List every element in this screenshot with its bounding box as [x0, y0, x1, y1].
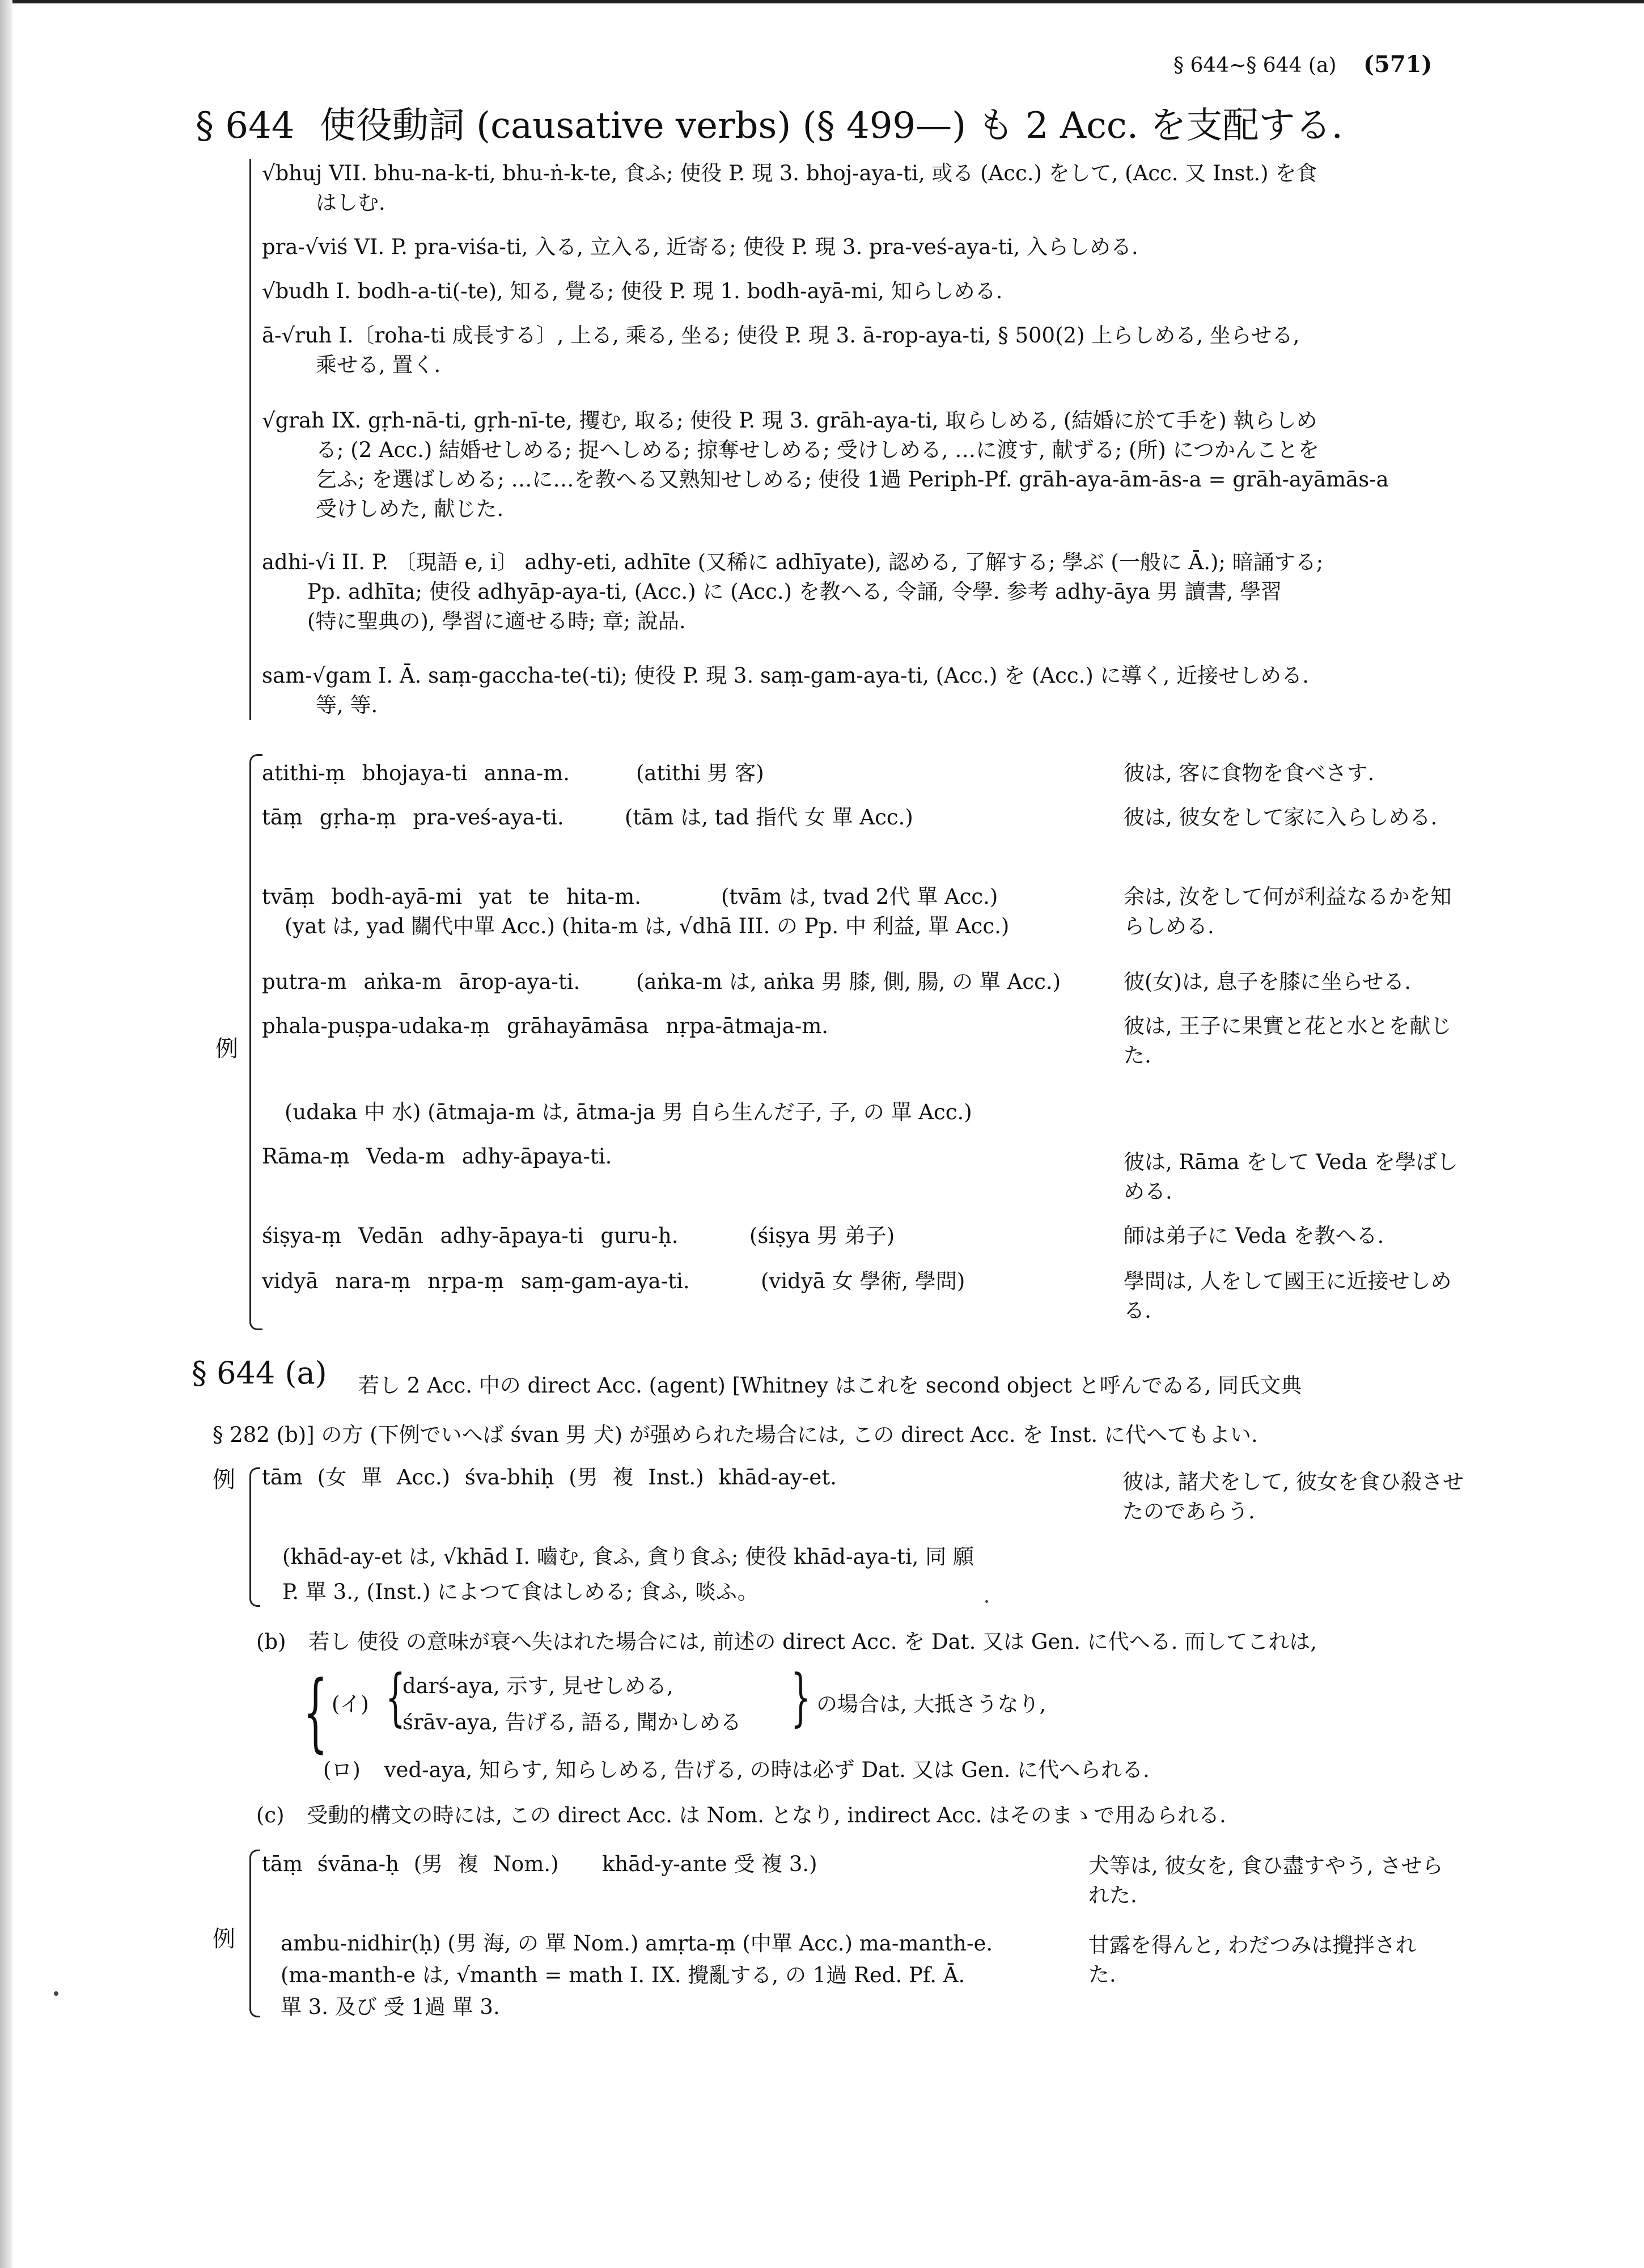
- subsection-c-ex2-line2: (ma-manth-e は, √manth = math I. IX. 攪亂する, の 1過 Red. Pf. Ā.: [281, 1963, 965, 1987]
- subsection-c-text: 受動的構文の時には, この direct Acc. は Nom. となり, indirect Acc. はそのまゝで用ゐられる.: [307, 1803, 1226, 1827]
- examples-644-bracket: [249, 754, 262, 1330]
- subsection-c-ex2-line3: 單 3. 及び 受 1過 單 3.: [281, 1995, 500, 2019]
- top-edge-line: [0, 0, 1644, 3]
- example-note-continued: (udaka 中 水) (ātmaja-m は, ātma-ja 男 自ら生んだ子, 子, の 單 Acc.): [285, 1100, 972, 1124]
- example-translation: 彼は, 客に食物を食べさす.: [1124, 761, 1375, 785]
- example-note: (aṅka-m は, aṅka 男 膝, 側, 腸, の 單 Acc.): [636, 970, 1061, 994]
- page-number: (571): [1363, 51, 1433, 78]
- subsection-b-i-label: (イ): [332, 1692, 369, 1716]
- example-translation: 彼は, Rāma をして Veda を學ばしめる.: [1124, 1150, 1458, 1204]
- subsection-b-outer-brace: {: [303, 1663, 328, 1762]
- subsection-c-example-bracket: [249, 1850, 260, 2017]
- example-sanskrit: śiṣya-ṃ Vedān adhy-āpaya-ti guru-ḥ.: [262, 1224, 679, 1248]
- subsection-b-ro-text: ved-aya, 知らす, 知らしめる, 告げる, の時は必ず Dat. 又は Gen. に代へられる.: [384, 1758, 1150, 1782]
- example-row: [262, 1221, 1481, 1267]
- subsection-c-example-label: 例: [213, 1926, 235, 1952]
- section-644-heading: [196, 96, 1343, 149]
- section-644a-example-translation: 彼は, 諸犬をして, 彼女を食ひ殺させたのであらう.: [1122, 1470, 1464, 1524]
- examples-644-label: 例: [215, 1036, 238, 1062]
- example-translation: 彼(女)は, 息子を膝に坐らせる.: [1124, 970, 1412, 994]
- subsection-b-i-left-brace: {: [385, 1661, 405, 1733]
- section-644a-number: § 644 (a): [192, 1355, 327, 1391]
- examples-644-list: [262, 759, 1481, 1329]
- subsection-b: [256, 1627, 1317, 1657]
- definitions-rule: [249, 159, 251, 720]
- subsection-c-ex2-line1: ambu-nidhir(ḥ) (男 海, の 單 Nom.) amṛta-ṃ (中單 Acc.) ma-manth-e.: [281, 1931, 993, 1956]
- subsection-c-ex1-translation: 犬等は, 彼女を, 食ひ盡すやう, させられた.: [1088, 1854, 1443, 1907]
- example-row: [262, 1267, 1481, 1329]
- subsection-c-ex2-translation: 甘露を得んと, わだつみは攪拌された.: [1088, 1933, 1417, 1987]
- scan-edge-shadow: [0, 0, 12, 2268]
- example-translation: 學問は, 人をして國王に近接せしめる.: [1124, 1269, 1452, 1323]
- definitions-block: [262, 159, 1464, 720]
- example-row: [262, 882, 1481, 967]
- entry-adhi-i: adhi-√i II. P. 〔現語 e, i〕 adhy-eti, adhīte (又稀に adhīyate), 認める, 了解する; 學ぶ (一般に Ā.); 暗誦する; Pp. adhīta; 使役 adhyāp-aya-ti, (Acc.) に (Acc.) を教へる, 令誦, 令學. 参考 adhy-āya 男 讀書, 學習 (特に聖典の), 學習に適せる時; 章; 說品.: [262, 550, 1324, 633]
- section-644a-example-bracket: [249, 1467, 260, 1607]
- example-sanskrit: Rāma-ṃ Veda-m adhy-āpaya-ti.: [262, 1144, 612, 1169]
- subsection-b-label: (b): [256, 1630, 286, 1654]
- section-644a-example-note-line2: P. 單 3., (Inst.) によつて食はしめる; 食ふ, 啖ふ。: [282, 1580, 759, 1604]
- example-translation: 彼は, 彼女をして家に入らしめる.: [1124, 805, 1438, 830]
- subsection-b-i-tail: の場合は, 大抵さうなり,: [816, 1692, 1046, 1716]
- section-644a-text-line1: 若し 2 Acc. 中の direct Acc. (agent) [Whitney はこれを second object と呼んでゐる, 同氏文典: [358, 1373, 1302, 1398]
- scan-speck: [54, 1991, 58, 1996]
- subsection-b-i-line1: darś-aya, 示す, 見せしめる,: [402, 1674, 673, 1698]
- entry-budh: √budh I. bodh-a-ti(-te), 知る, 覺る; 使役 P. 現 1. bodh-ayā-mi, 知らしめる.: [262, 279, 1003, 303]
- example-translation: 彼は, 王子に果實と花と水とを献じた.: [1124, 1014, 1452, 1068]
- scan-speck: [985, 1600, 988, 1603]
- example-translation: 師は弟子に Veda を教へる.: [1124, 1224, 1384, 1248]
- section-644a-heading: [192, 1355, 327, 1391]
- section-644a-example-note-line1: (khād-ay-et は, √khād I. 嚙む, 食ふ, 貪り食ふ; 使役 khād-aya-ti, 同 願: [282, 1545, 974, 1569]
- example-sanskrit: phala-puṣpa-udaka-ṃ grāhayāmāsa nṛpa-ātmaja-m.: [262, 1014, 829, 1038]
- example-sanskrit: atithi-ṃ bhojaya-ti anna-m.: [262, 761, 570, 785]
- subsection-c: [256, 1801, 1226, 1830]
- example-note: (atithi 男 客): [636, 761, 764, 785]
- entry-bhuj: √bhuj VII. bhu-na-k-ti, bhu-ṅ-k-te, 食ふ; 使役 P. 現 3. bhoj-aya-ti, 或る (Acc.) をして, (Acc. 又 Inst.) を食 はしむ.: [262, 161, 1317, 215]
- example-sanskrit: putra-m aṅka-m ārop-aya-ti.: [262, 970, 581, 994]
- subsection-b-ro: [323, 1755, 1150, 1785]
- example-row: [262, 1142, 1481, 1221]
- subsection-c-label: (c): [256, 1803, 285, 1827]
- example-translation: 余は, 汝をして何が利益なるかを知らしめる.: [1124, 885, 1452, 938]
- entry-sam-gam: sam-√gam I. Ā. saṃ-gaccha-te(-ti); 使役 P. 現 3. saṃ-gam-aya-ti, (Acc.) を (Acc.) に導く, 近接せしめる. 等, 等.: [262, 663, 1309, 717]
- subsection-b-text: 若し 使役 の意味が衰へ失はれた場合には, 前述の direct Acc. を Dat. 又は Gen. に代へる. 而してこれは,: [308, 1630, 1317, 1654]
- section-644a-example-sanskrit: tām (女 單 Acc.) śva-bhiḥ (男 複 Inst.) khād-ay-et.: [262, 1465, 837, 1490]
- example-note: (śiṣya 男 弟子): [749, 1224, 895, 1248]
- entry-pravis: pra-√viś VI. P. pra-viśa-ti, 入る, 立入る, 近寄る; 使役 P. 現 3. pra-veś-aya-ti, 入らしめる.: [262, 235, 1138, 259]
- example-row: [262, 967, 1481, 1012]
- entry-aruh: ā-√ruh I.〔roha-ti 成長する〕, 上る, 乘る, 坐る; 使役 P. 現 3. ā-rop-aya-ti, § 500(2) 上らしめる, 坐らせる, 乘せる, 置く.: [262, 323, 1300, 377]
- section-644a-example-label: 例: [213, 1467, 235, 1493]
- subsection-b-i-right-brace: }: [791, 1661, 811, 1733]
- example-row: [262, 759, 1481, 803]
- subsection-b-i-line2: śrāv-aya, 告げる, 語る, 聞かしめる: [402, 1710, 742, 1734]
- subsection-c-ex1-sanskrit: tāṃ śvāna-ḥ (男 複 Nom.): [262, 1852, 559, 1876]
- example-sanskrit: tvāṃ bodh-ayā-mi yat te hita-m.: [262, 885, 641, 909]
- example-sanskrit: vidyā nara-ṃ nṛpa-ṃ saṃ-gam-aya-ti.: [262, 1269, 690, 1293]
- running-head-range: § 644~§ 644 (a): [1173, 54, 1337, 77]
- section-644-number: § 644: [196, 105, 295, 147]
- entry-grah: √grah IX. gṛh-nā-ti, gṛh-nī-te, 攫む, 取る; 使役 P. 現 3. grāh-aya-ti, 取らしめる, (結婚に於て手を) 執らしめ る; (2 Acc.) 結婚せしめる; 捉へしめる; 掠奪せしめる; 受けしめる, …に渡す, 献ずる; (所) につかんことを 乞ふ; を選ばしめる; …に…を教へる又熟知せしめる; 使役 1過 Periph-Pf. grāh-aya-ām-ās-a = grāh-ayāmās-a 受けしめた, 献じた.: [262, 408, 1389, 521]
- example-note: (tām は, tad 指代 女 單 Acc.): [625, 805, 913, 830]
- subsection-b-ro-label: (ロ): [323, 1758, 361, 1782]
- example-note-continued: (yat は, yad 關代中單 Acc.) (hita-m は, √dhā III. の Pp. 中 利益, 單 Acc.): [285, 914, 1010, 938]
- example-sanskrit: tāṃ gṛha-ṃ pra-veś-aya-ti.: [262, 805, 564, 830]
- example-row: [262, 1012, 1481, 1142]
- subsection-c-ex1-verb: khād-y-ante 受 複 3.): [602, 1852, 817, 1876]
- example-row: [262, 803, 1481, 882]
- example-note: (vidyā 女 學術, 學問): [761, 1269, 965, 1293]
- running-head: [1173, 51, 1432, 78]
- section-644a-text-line2: § 282 (b)] の方 (下例でいへば śvan 男 犬) が强められた場合には, この direct Acc. を Inst. に代へてもよい.: [213, 1423, 1258, 1447]
- section-644-title: 使役動詞 (causative verbs) (§ 499—) も 2 Acc. を支配する.: [319, 105, 1343, 147]
- example-note: (tvām は, tvad 2代 單 Acc.): [721, 885, 998, 909]
